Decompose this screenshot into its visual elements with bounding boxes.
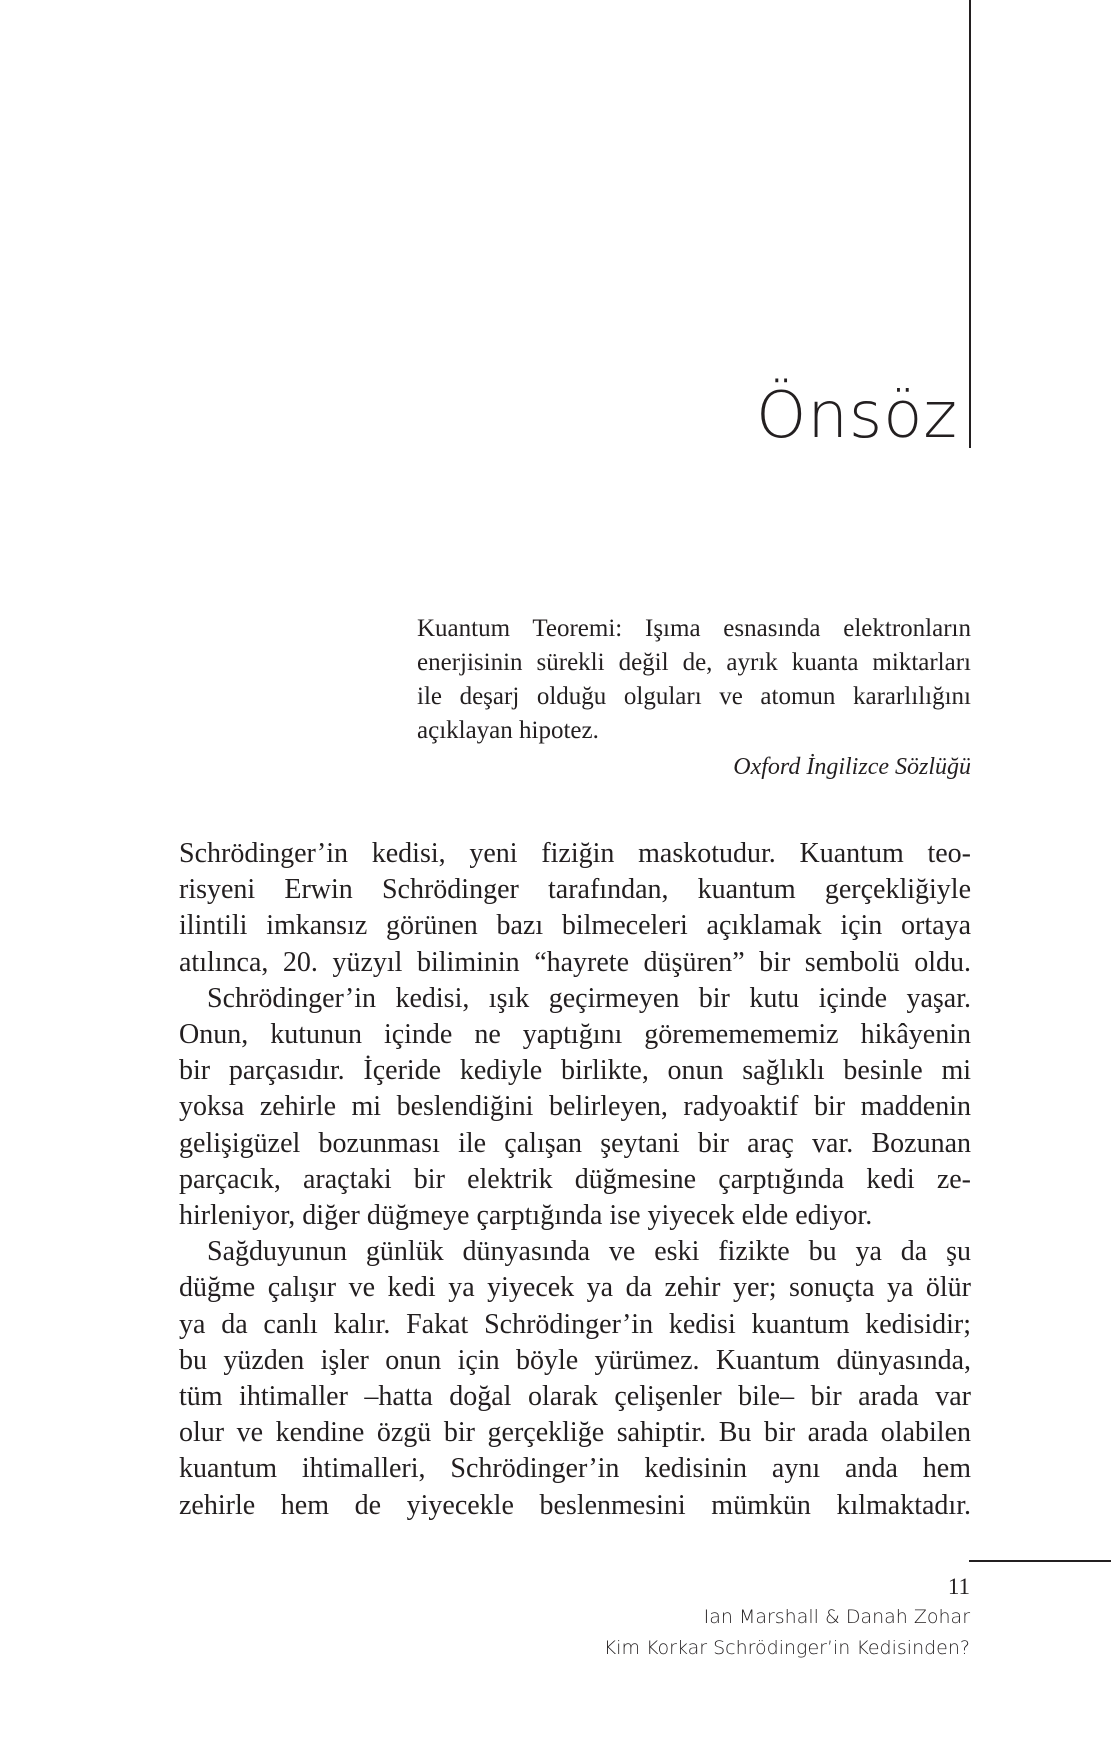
text-line: zehirle hem de yiyecekle beslenmesini mümkün kılmaktadır. [179, 1489, 971, 1521]
text-line: Schrödinger’in kedisi, yeni fiziğin maskotudur. Kuantum teo- [179, 838, 971, 869]
text-line: Schrödinger’in kedisi, ışık geçirmeyen bir kutu içinde yaşar. [207, 982, 971, 1014]
text-line: düğme çalışır ve kedi ya yiyecek ya da zehir yer; sonuçta ya ölür [179, 1272, 971, 1304]
text-line: ya da canlı kalır. Fakat Schrödinger’in kedisi kuantum kedisidir; [179, 1308, 971, 1340]
paragraph [179, 836, 971, 981]
page-number: 11 [947, 1574, 970, 1599]
text-line: parçacık, araçtaki bir elektrik düğmesine çarptığında kedi ze- [179, 1163, 971, 1195]
epigraph [417, 612, 971, 784]
text-line: bir parçasıdır. İçeride kediyle birlikte, onun sağlıklı besinle mi [179, 1055, 971, 1087]
body-text [179, 836, 971, 1524]
text-line: olur ve kendine özgü bir gerçekliğe sahiptir. Bu bir arada olabilen [179, 1417, 971, 1449]
text-line: atılınca, 20. yüzyıl biliminin “hayrete düşüren” bir sembolü oldu. [179, 946, 971, 978]
text-line: bu yüzden işler onun için böyle yürümez. Kuantum dünyasında, [179, 1344, 971, 1376]
text-line: gelişigüzel bozunması ile çalışan şeytani bir araç var. Bozunan [179, 1127, 971, 1159]
text-line: Sağduyunun günlük dünyasında ve eski fizikte bu ya da şu [207, 1236, 971, 1268]
epigraph-line: ile deşarj olduğu olguları ve atomun kararlılığını [417, 683, 971, 710]
text-line: ilintili imkansız görünen bazı bilmeceleri açıklamak için ortaya [179, 910, 971, 942]
paragraph [179, 1234, 971, 1524]
epigraph-source: Oxford İngilizce Sözlüğü [733, 754, 971, 780]
text-line: hirleniyor, diğer düğmeye çarptığında ise yiyecek elde ediyor. [179, 1200, 873, 1232]
paragraph [179, 981, 971, 1234]
epigraph-line: Kuantum Teoremi: Işıma esnasında elektronların [417, 615, 971, 642]
vertical-rule [969, 0, 971, 448]
running-footer-authors: Ian Marshall & Danah Zohar [703, 1606, 970, 1628]
text-line: Onun, kutunun içinde ne yaptığını görememememiz hikâyenin [179, 1019, 971, 1051]
text-line: risyeni Erwin Schrödinger tarafından, kuantum gerçekliğiyle [179, 874, 971, 906]
chapter-title: Önsöz [755, 379, 958, 453]
epigraph-line: enerjisinin sürekli değil de, ayrık kuanta miktarları [417, 649, 971, 676]
text-line: kuantum ihtimalleri, Schrödinger’in kedisinin aynı anda hem [179, 1453, 971, 1485]
running-footer-title: Kim Korkar Schrödinger’in Kedisinden? [603, 1637, 970, 1659]
footer-rule [969, 1560, 1111, 1562]
epigraph-line: açıklayan hipotez. [417, 717, 599, 744]
text-line: tüm ihtimaller –hatta doğal olarak çelişenler bile– bir arada var [179, 1381, 971, 1413]
text-line: yoksa zehirle mi beslendiğini belirleyen, radyoaktif bir maddenin [179, 1091, 971, 1123]
